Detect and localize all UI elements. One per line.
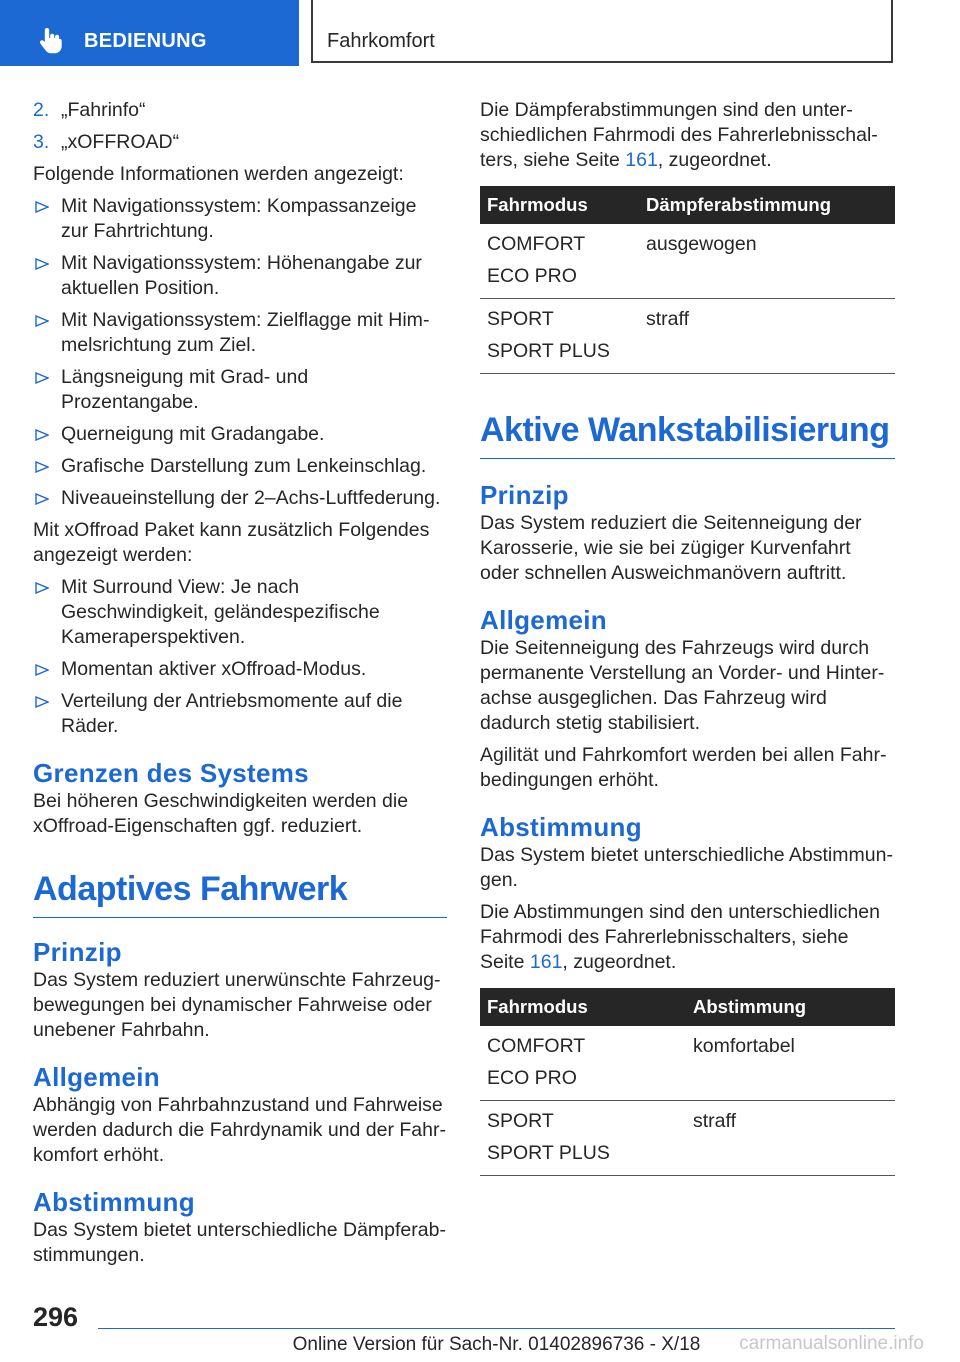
- damper-intro-text: Die Dämpferabstimmungen sind den unterschiedlichen Fahrmodi des Fahrerlebnisschalters, siehe Seite: [480, 99, 878, 171]
- damper-intro: [480, 98, 895, 173]
- table-cell: komfortabel: [686, 1026, 895, 1101]
- section-tab-label: BEDIENUNG: [84, 30, 207, 52]
- triangle-bullet-icon: [35, 429, 49, 441]
- info-intro: Folgende Informationen werden angezeigt:: [33, 163, 404, 185]
- list-item: [33, 365, 447, 415]
- list-item: [33, 422, 447, 447]
- triangle-bullet-icon: [35, 493, 49, 505]
- table-row: [480, 1026, 895, 1101]
- tuning-text: Das System bietet unterschiedliche Abstimmungen.: [480, 844, 893, 891]
- table-cell: ausgewogen: [639, 224, 895, 299]
- table-row: [480, 224, 895, 299]
- list-item-text: Momentan aktiver xOffroad-Modus.: [61, 658, 367, 680]
- chapter-tab: [311, 0, 893, 63]
- list-item-text: Mit Navigationssystem: Kompassanzeige zur Fahrtrichtung.: [61, 195, 417, 242]
- heading-grenzen: Grenzen des Systems: [33, 758, 309, 788]
- column-header: Dämpferabstimmung: [639, 186, 895, 224]
- table-cell: [480, 224, 639, 299]
- triangle-bullet-icon: [35, 258, 49, 270]
- column-header: Fahrmodus: [480, 988, 686, 1026]
- list-item: [33, 251, 447, 301]
- list-item: [33, 657, 447, 682]
- list-item: [33, 575, 447, 650]
- page-header: [0, 0, 960, 66]
- limits-text: Bei höheren Geschwindigkeiten werden die xOffroad-Eigenschaften ggf. reduziert.: [33, 790, 409, 837]
- mode-name: SPORT PLUS: [487, 340, 610, 362]
- offroad-intro: Mit xOffroad Paket kann zusätzlich Folgendes angezeigt werden:: [33, 519, 430, 566]
- mode-name: SPORT: [487, 1110, 554, 1132]
- list-item: [33, 689, 447, 739]
- mode-name: COMFORT: [487, 233, 586, 255]
- left-column: [33, 98, 447, 1275]
- tuning-intro-text: Die Abstimmungen sind den unterschiedlichen Fahrmodi des Fahrerlebnisschalters, siehe Seite: [480, 901, 880, 973]
- table-header-row: [480, 988, 895, 1026]
- mode-name: COMFORT: [487, 1035, 586, 1057]
- table-cell: [480, 1026, 686, 1101]
- triangle-bullet-icon: [35, 461, 49, 473]
- table-cell: straff: [686, 1101, 895, 1176]
- list-item-text: Grafische Darstellung zum Lenkeinschlag.: [61, 455, 427, 477]
- footer-version: Online Version für Sach-Nr. 01402896736 - X/18: [292, 1334, 701, 1355]
- table-row: [480, 299, 895, 374]
- list-item: [33, 308, 447, 358]
- item-text: „Fahrinfo“: [61, 99, 146, 121]
- list-item-text: Längsneigung mit Grad- und Prozentangabe.: [61, 366, 309, 413]
- tuning-text: Das System bietet unterschiedliche Dämpferabstimmungen.: [33, 1219, 446, 1266]
- list-item-text: Mit Surround View: Je nach Geschwindigkeit, geländespezifische Kameraperspektiven.: [61, 576, 380, 648]
- triangle-bullet-icon: [35, 372, 49, 384]
- damper-table: [480, 186, 895, 374]
- item-number: 2.: [33, 99, 50, 121]
- general-text: Agilität und Fahrkomfort werden bei allen Fahrbedingungen erhöht.: [480, 744, 887, 791]
- general-text: Die Seitenneigung des Fahrzeugs wird durch permanente Verstellung an Vorder- und Hinterachse ausgeglichen. Das Fahrzeug wird dadurch stetig stabilisiert.: [480, 637, 885, 734]
- page-link-161[interactable]: 161: [529, 951, 563, 973]
- table-cell: [480, 1101, 686, 1176]
- triangle-bullet-icon: [35, 315, 49, 327]
- principle-text: Das System reduziert unerwünschte Fahrzeugbewegungen bei dynamischer Fahrweise oder unebener Fahrbahn.: [33, 969, 441, 1041]
- triangle-bullet-icon: [35, 664, 49, 676]
- column-header: Abstimmung: [686, 988, 895, 1026]
- mode-name: ECO PRO: [487, 1067, 577, 1089]
- table-row: [480, 1101, 895, 1176]
- numbered-item: [33, 98, 447, 123]
- heading-allgemein: Allgemein: [480, 605, 607, 635]
- general-text: Abhängig von Fahrbahnzustand und Fahrweise werden dadurch die Fahrdynamik und der Fahrkomfort erhöht.: [33, 1094, 446, 1166]
- principle-text: Das System reduziert die Seitenneigung der Karosserie, wie sie bei zügiger Kurvenfahrt oder schnellen Ausweichmanövern auftritt.: [480, 512, 862, 584]
- list-item-text: Querneigung mit Gradangabe.: [61, 423, 325, 445]
- watermark: carmanualsonline.info: [739, 1333, 924, 1354]
- tuning-table: [480, 988, 895, 1176]
- tuning-intro: [480, 900, 895, 975]
- item-number: 3.: [33, 131, 50, 153]
- list-item-text: Mit Navigationssystem: Zielflagge mit Himmelsrichtung zum Ziel.: [61, 309, 430, 356]
- chapter-title: Fahrkomfort: [327, 30, 435, 52]
- heading-prinzip: Prinzip: [33, 937, 122, 967]
- triangle-bullet-icon: [35, 582, 49, 594]
- list-item-text: Niveaueinstellung der 2–Achs-Luftfederung.: [61, 487, 441, 509]
- mode-name: SPORT: [487, 308, 554, 330]
- heading-adaptives-fahrwerk: Adaptives Fahrwerk: [33, 869, 447, 918]
- numbered-item: [33, 130, 447, 155]
- triangle-bullet-icon: [35, 201, 49, 213]
- table-header-row: [480, 186, 895, 224]
- table-cell: straff: [639, 299, 895, 374]
- heading-allgemein: Allgemein: [33, 1062, 160, 1092]
- triangle-bullet-icon: [35, 696, 49, 708]
- heading-abstimmung: Abstimmung: [480, 812, 642, 842]
- heading-abstimmung: Abstimmung: [33, 1187, 195, 1217]
- mode-name: SPORT PLUS: [487, 1142, 610, 1164]
- section-tab-bedienung[interactable]: [0, 0, 299, 66]
- column-header: Fahrmodus: [480, 186, 639, 224]
- list-item: [33, 486, 447, 511]
- mode-name: ECO PRO: [487, 265, 577, 287]
- right-column: [480, 98, 895, 1176]
- damper-intro-end: , zugeordnet.: [657, 149, 772, 171]
- list-item: [33, 194, 447, 244]
- list-item-text: Verteilung der Antriebsmomente auf die Räder.: [61, 690, 403, 737]
- list-item: [33, 454, 447, 479]
- item-text: „xOFFROAD“: [61, 131, 180, 153]
- page-link-161[interactable]: 161: [625, 149, 658, 171]
- hand-pointer-icon: [38, 26, 64, 54]
- tuning-intro-end: , zugeordnet.: [562, 951, 677, 973]
- table-cell: [480, 299, 639, 374]
- heading-aktive-wankstabilisierung: Aktive Wankstabilisierung: [480, 410, 895, 459]
- footer-divider: [98, 1328, 895, 1329]
- page-number: 296: [33, 1302, 79, 1332]
- heading-prinzip: Prinzip: [480, 480, 569, 510]
- list-item-text: Mit Navigationssystem: Höhenangabe zur aktuellen Position.: [61, 252, 422, 299]
